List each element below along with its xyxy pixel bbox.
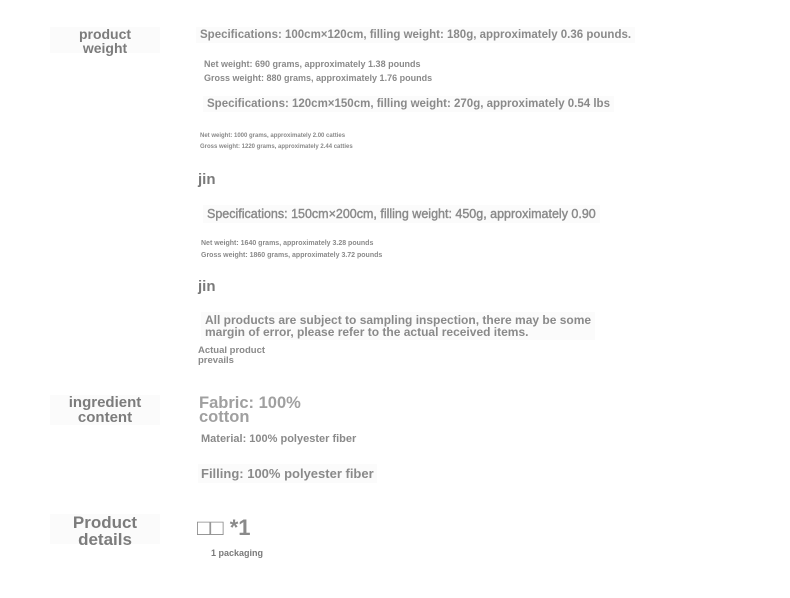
spec-2-net-weight: Net weight: 1000 grams, approximately 2.00 catties	[200, 133, 346, 139]
filling-composition: Filling: 100% polyester fiber	[198, 464, 377, 483]
package-item-count: □□ *1	[197, 515, 251, 540]
spec-3-net-weight: Net weight: 1640 grams, approximately 3.28 pounds	[201, 240, 374, 247]
sampling-disclaimer: All products are subject to sampling inspection, there may be some margin of error, please refer to the actual received items.	[201, 312, 595, 340]
spec-1-net-weight: Net weight: 690 grams, approximately 1.38 pounds	[204, 59, 421, 69]
spec-1-gross-weight: Gross weight: 880 grams, approximately 1.76 pounds	[204, 73, 433, 83]
spec-1-text: Specifications: 100cm×120cm, filling weight: 180g, approximately 0.36 pounds.	[196, 27, 635, 43]
details-section-label: Product details	[50, 514, 160, 544]
unit-jin-2: jin	[198, 278, 216, 295]
weight-section-label: product weight	[50, 27, 160, 53]
fabric-composition: Fabric: 100% cotton	[199, 394, 301, 426]
ingredient-section-label: ingredient content	[50, 395, 160, 425]
spec-2-text: Specifications: 120cm×150cm, filling weight: 270g, approximately 0.54 lbs	[203, 96, 614, 112]
packaging-count: 1 packaging	[211, 548, 264, 558]
spec-3-text: Specifications: 150cm×200cm, filling weight: 450g, approximately 0.90	[203, 205, 600, 223]
unit-jin-1: jin	[198, 171, 216, 188]
actual-product-prevails-note: Actual product prevails	[198, 345, 266, 366]
spec-3-gross-weight: Gross weight: 1860 grams, approximately 3.72 pounds	[201, 252, 383, 259]
spec-2-gross-weight: Gross weight: 1220 grams, approximately 2.44 catties	[200, 144, 353, 150]
material-composition: Material: 100% polyester fiber	[201, 433, 357, 445]
